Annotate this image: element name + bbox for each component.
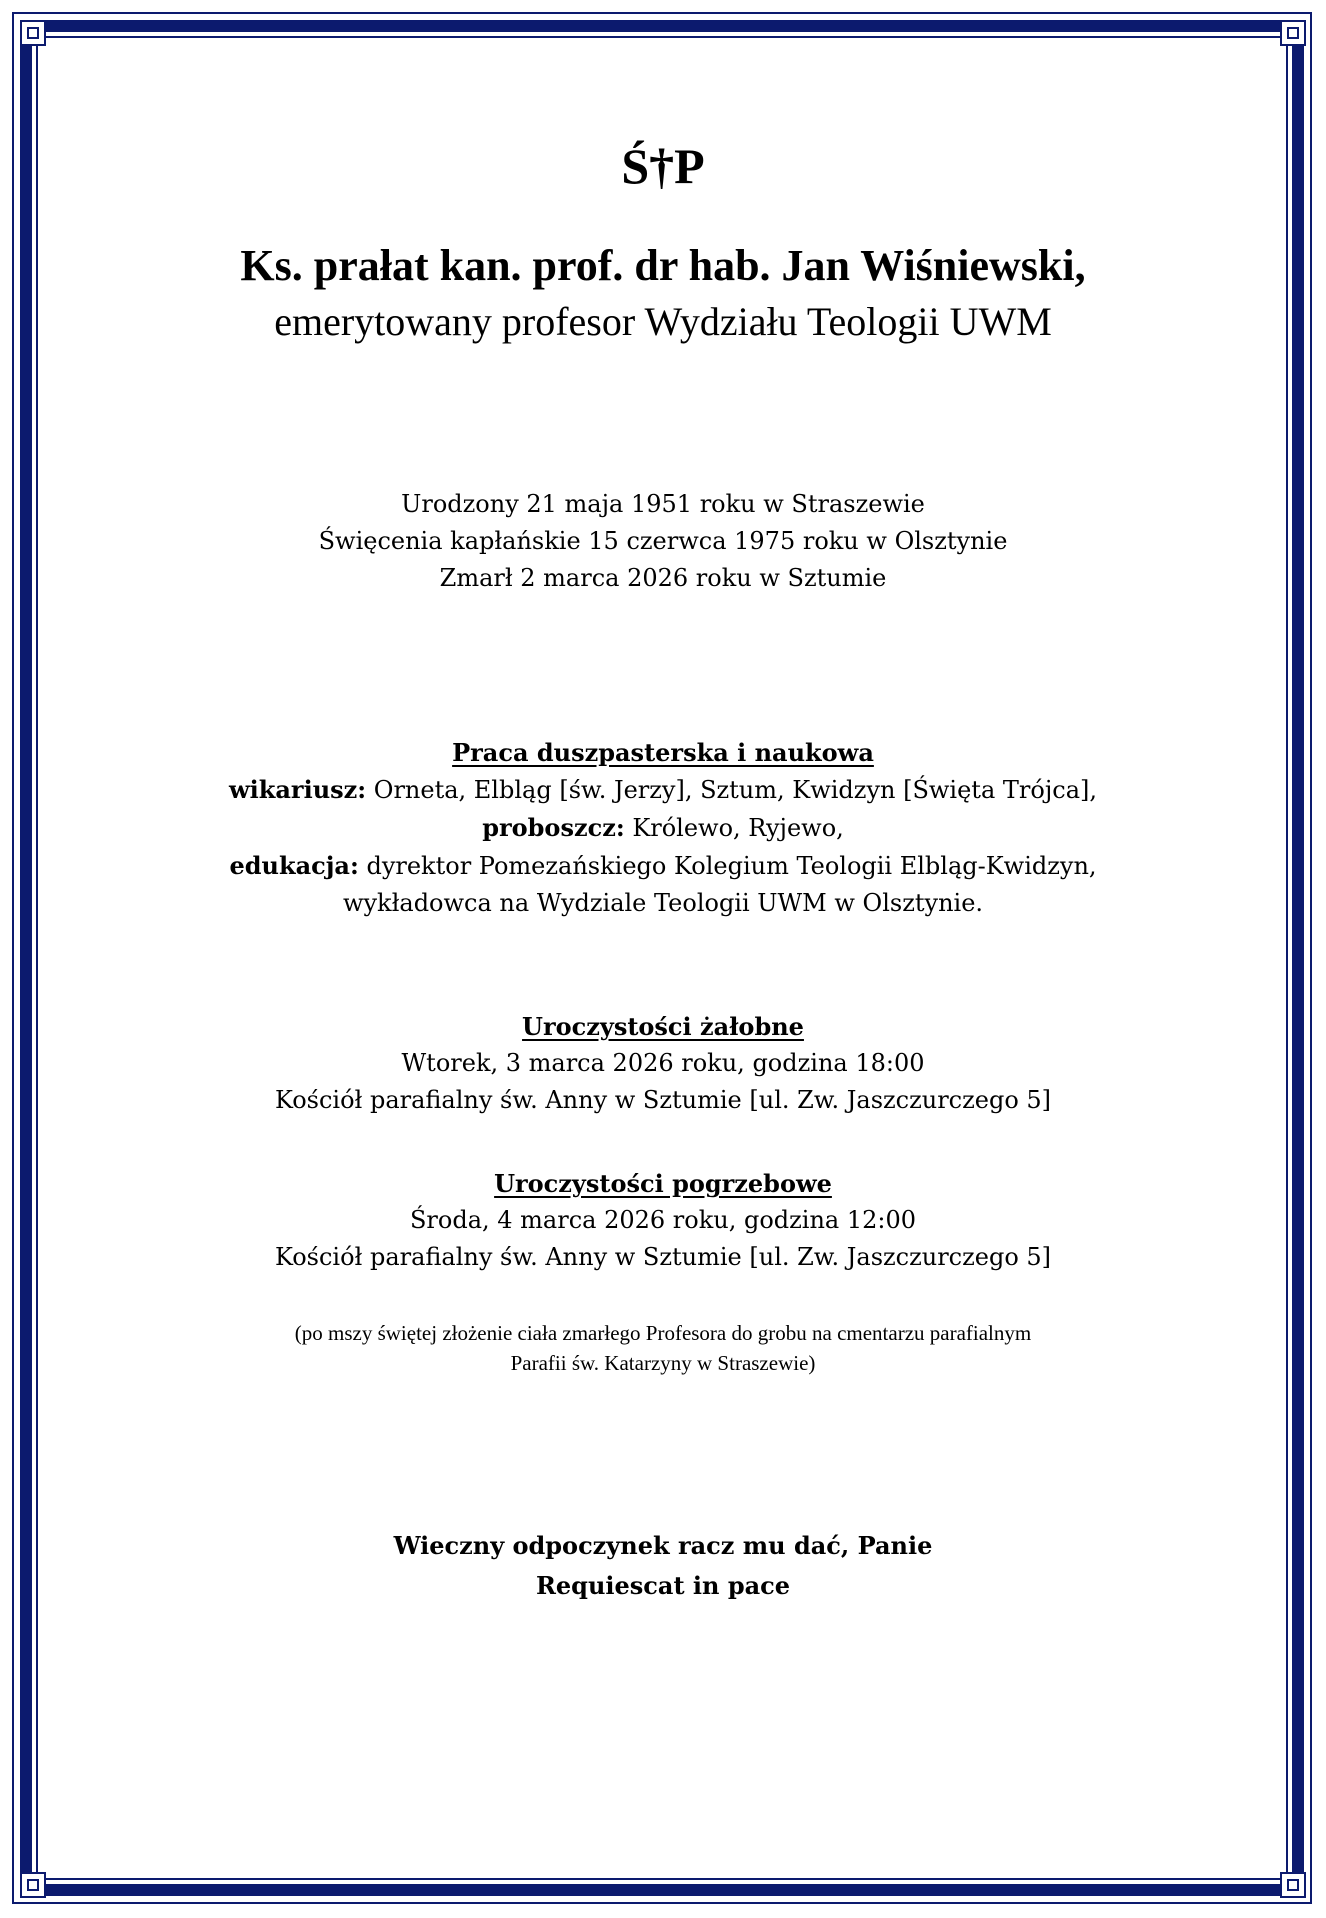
wake-section	[60, 1008, 1266, 1119]
deceased-subtitle: emerytowany profesor Wydziału Teologii UWM	[274, 299, 1052, 344]
corner-ornament-top-right	[1280, 20, 1306, 46]
work-section	[60, 734, 1266, 922]
parish-text: Królewo, Ryjewo,	[624, 814, 844, 842]
wake-where: Kościół parafialny św. Anny w Sztumie [ul. Zw. Jaszczurczego 5]	[274, 1086, 1052, 1114]
closing-prayer-latin: Requiescat in pace	[535, 1571, 791, 1600]
funeral-heading: Uroczystości pogrzebowe	[494, 1169, 832, 1198]
birth-line: Urodzony 21 maja 1951 roku w Straszewie	[401, 490, 925, 518]
funeral-where: Kościół parafialny św. Anny w Sztumie [ul. Zw. Jaszczurczego 5]	[274, 1243, 1052, 1271]
corner-ornament-top-left	[20, 20, 46, 46]
funeral-section	[60, 1165, 1266, 1276]
cross-symbol: Ś†P	[621, 138, 705, 194]
education-text: dyrektor Pomezańskiego Kolegium Teologii Elbląg-Kwidzyn,	[358, 852, 1097, 880]
wake-heading: Uroczystości żałobne	[522, 1012, 804, 1041]
education-label: edukacja:	[229, 851, 359, 880]
vicar-line	[60, 771, 1266, 809]
burial-note-line-1: (po mszy świętej złożenie ciała zmarłego Profesora do grobu na cmentarzu parafialnym	[294, 1321, 1032, 1345]
closing-prayer	[60, 1526, 1266, 1606]
deceased-name-title: Ks. prałat kan. prof. dr hab. Jan Wiśniewski,	[240, 241, 1086, 290]
death-line: Zmarł 2 marca 2026 roku w Sztumie	[439, 564, 887, 592]
education-line	[60, 847, 1266, 885]
parish-line	[60, 809, 1266, 847]
wake-when: Wtorek, 3 marca 2026 roku, godzina 18:00	[401, 1049, 925, 1077]
education-line-2: wykładowca na Wydziale Teologii UWM w Olsztynie.	[342, 889, 984, 917]
corner-ornament-bottom-right	[1280, 1872, 1306, 1898]
work-heading: Praca duszpasterska i naukowa	[452, 738, 874, 767]
vicar-label: wikariusz:	[228, 775, 367, 804]
parish-label: proboszcz:	[482, 813, 625, 842]
corner-ornament-bottom-left	[20, 1872, 46, 1898]
biography-section	[60, 486, 1266, 597]
funeral-when: Środa, 4 marca 2026 roku, godzina 12:00	[409, 1206, 917, 1234]
ordination-line: Święcenia kapłańskie 15 czerwca 1975 roku w Olsztynie	[318, 527, 1008, 555]
burial-note-line-2: Parafii św. Katarzyny w Straszewie)	[510, 1351, 816, 1375]
burial-note	[60, 1318, 1266, 1378]
vicar-text: Orneta, Elbląg [św. Jerzy], Sztum, Kwidzyn [Święta Trójca],	[366, 776, 1098, 804]
closing-prayer-polish: Wieczny odpoczynek racz mu dać, Panie	[393, 1531, 933, 1560]
